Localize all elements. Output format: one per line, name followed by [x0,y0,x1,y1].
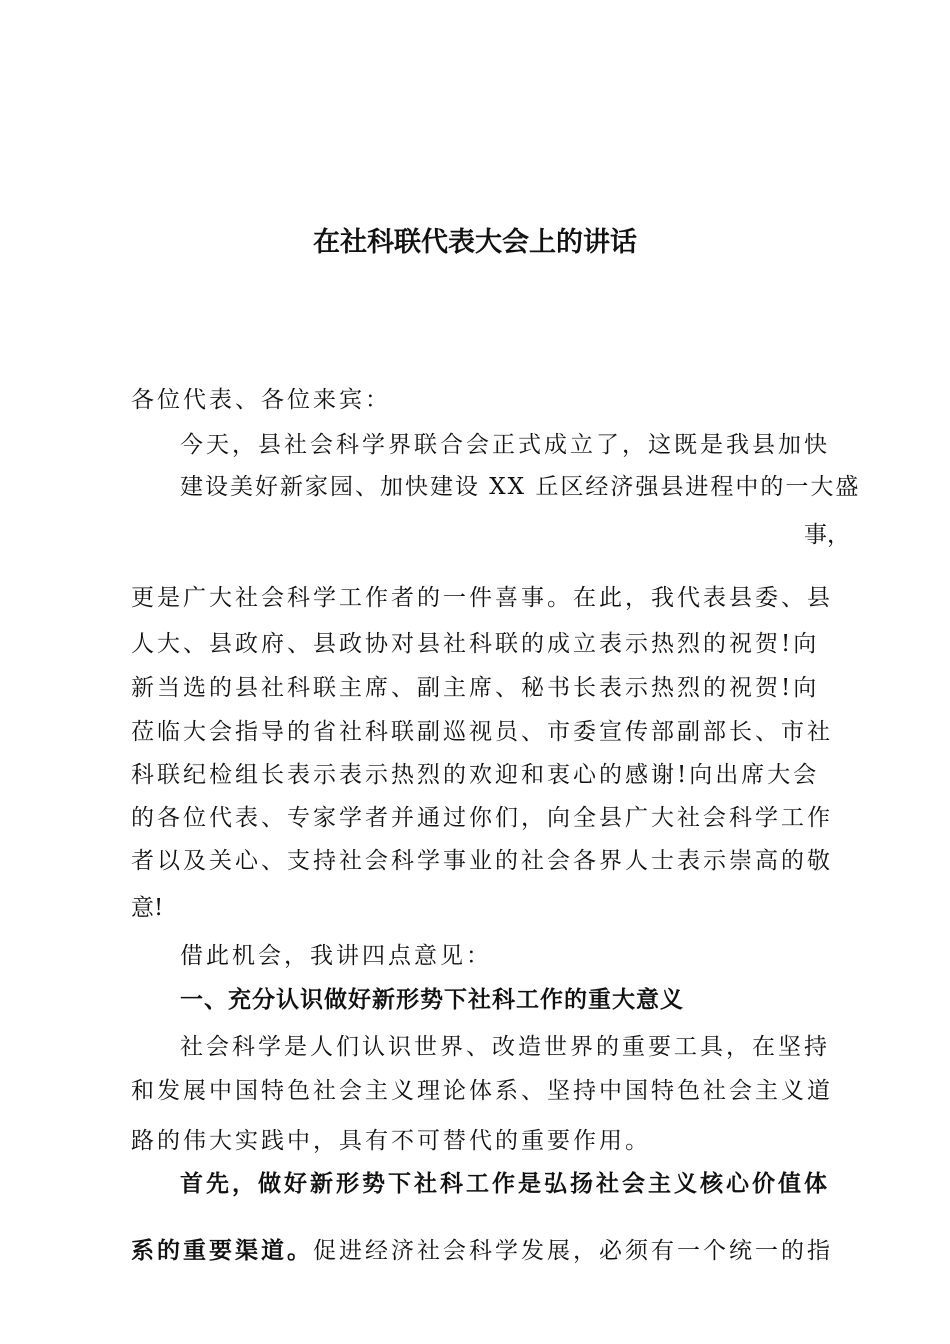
opening-line-1: 今天，县社会科学界联合会正式成立了，这既是我县加快 [180,432,830,458]
first-point-line [131,1236,833,1266]
first-point-text: 促进经济社会科学发展，必须有一个统一的指 [313,1238,833,1264]
paragraph-line: 新当选的县社科联主席、副主席、秘书长表示热烈的祝贺!向 [131,675,820,701]
section-1-line-2: 和发展中国特色社会主义理论体系、坚持中国特色社会主义道 [131,1078,833,1104]
paragraph-line: 意! [131,895,164,921]
section-1-line-1: 社会科学是人们认识世界、改造世界的重要工具，在坚持 [180,1034,830,1060]
paragraph-line: 者以及关心、支持社会科学事业的社会各界人士表示崇高的敬 [131,848,833,874]
first-point-heading-end: 系的重要渠道。 [131,1237,313,1264]
opening-line-2: 建设美好新家园、加快建设 XX 丘区经济强县进程中的一大盛 [180,474,861,500]
section-1-line-3: 路的伟大实践中，具有不可替代的重要作用。 [131,1128,651,1154]
first-point-heading: 首先，做好新形势下社科工作是弘扬社会主义核心价值体 [180,1170,830,1197]
paragraph-line: 科联纪检组长表示表示热烈的欢迎和衷心的感谢!向出席大会 [131,762,820,788]
opening-line-3: 事， [804,522,850,548]
document-title: 在社科联代表大会上的讲话 [313,227,637,258]
intro-points: 借此机会，我讲四点意见： [180,943,492,969]
paragraph-line: 人大、县政府、县政协对县社科联的成立表示热烈的祝贺!向 [131,631,820,657]
salutation: 各位代表、各位来宾： [131,387,391,413]
paragraph-line: 莅临大会指导的省社科联副巡视员、市委宣传部副部长、市社 [131,719,833,745]
section-1-heading: 一、充分认识做好新形势下社科工作的重大意义 [180,987,684,1013]
paragraph-line: 更是广大社会科学工作者的一件喜事。在此，我代表县委、县 [131,585,833,611]
paragraph-line: 的各位代表、专家学者并通过你们，向全县广大社会科学工作 [131,805,833,831]
